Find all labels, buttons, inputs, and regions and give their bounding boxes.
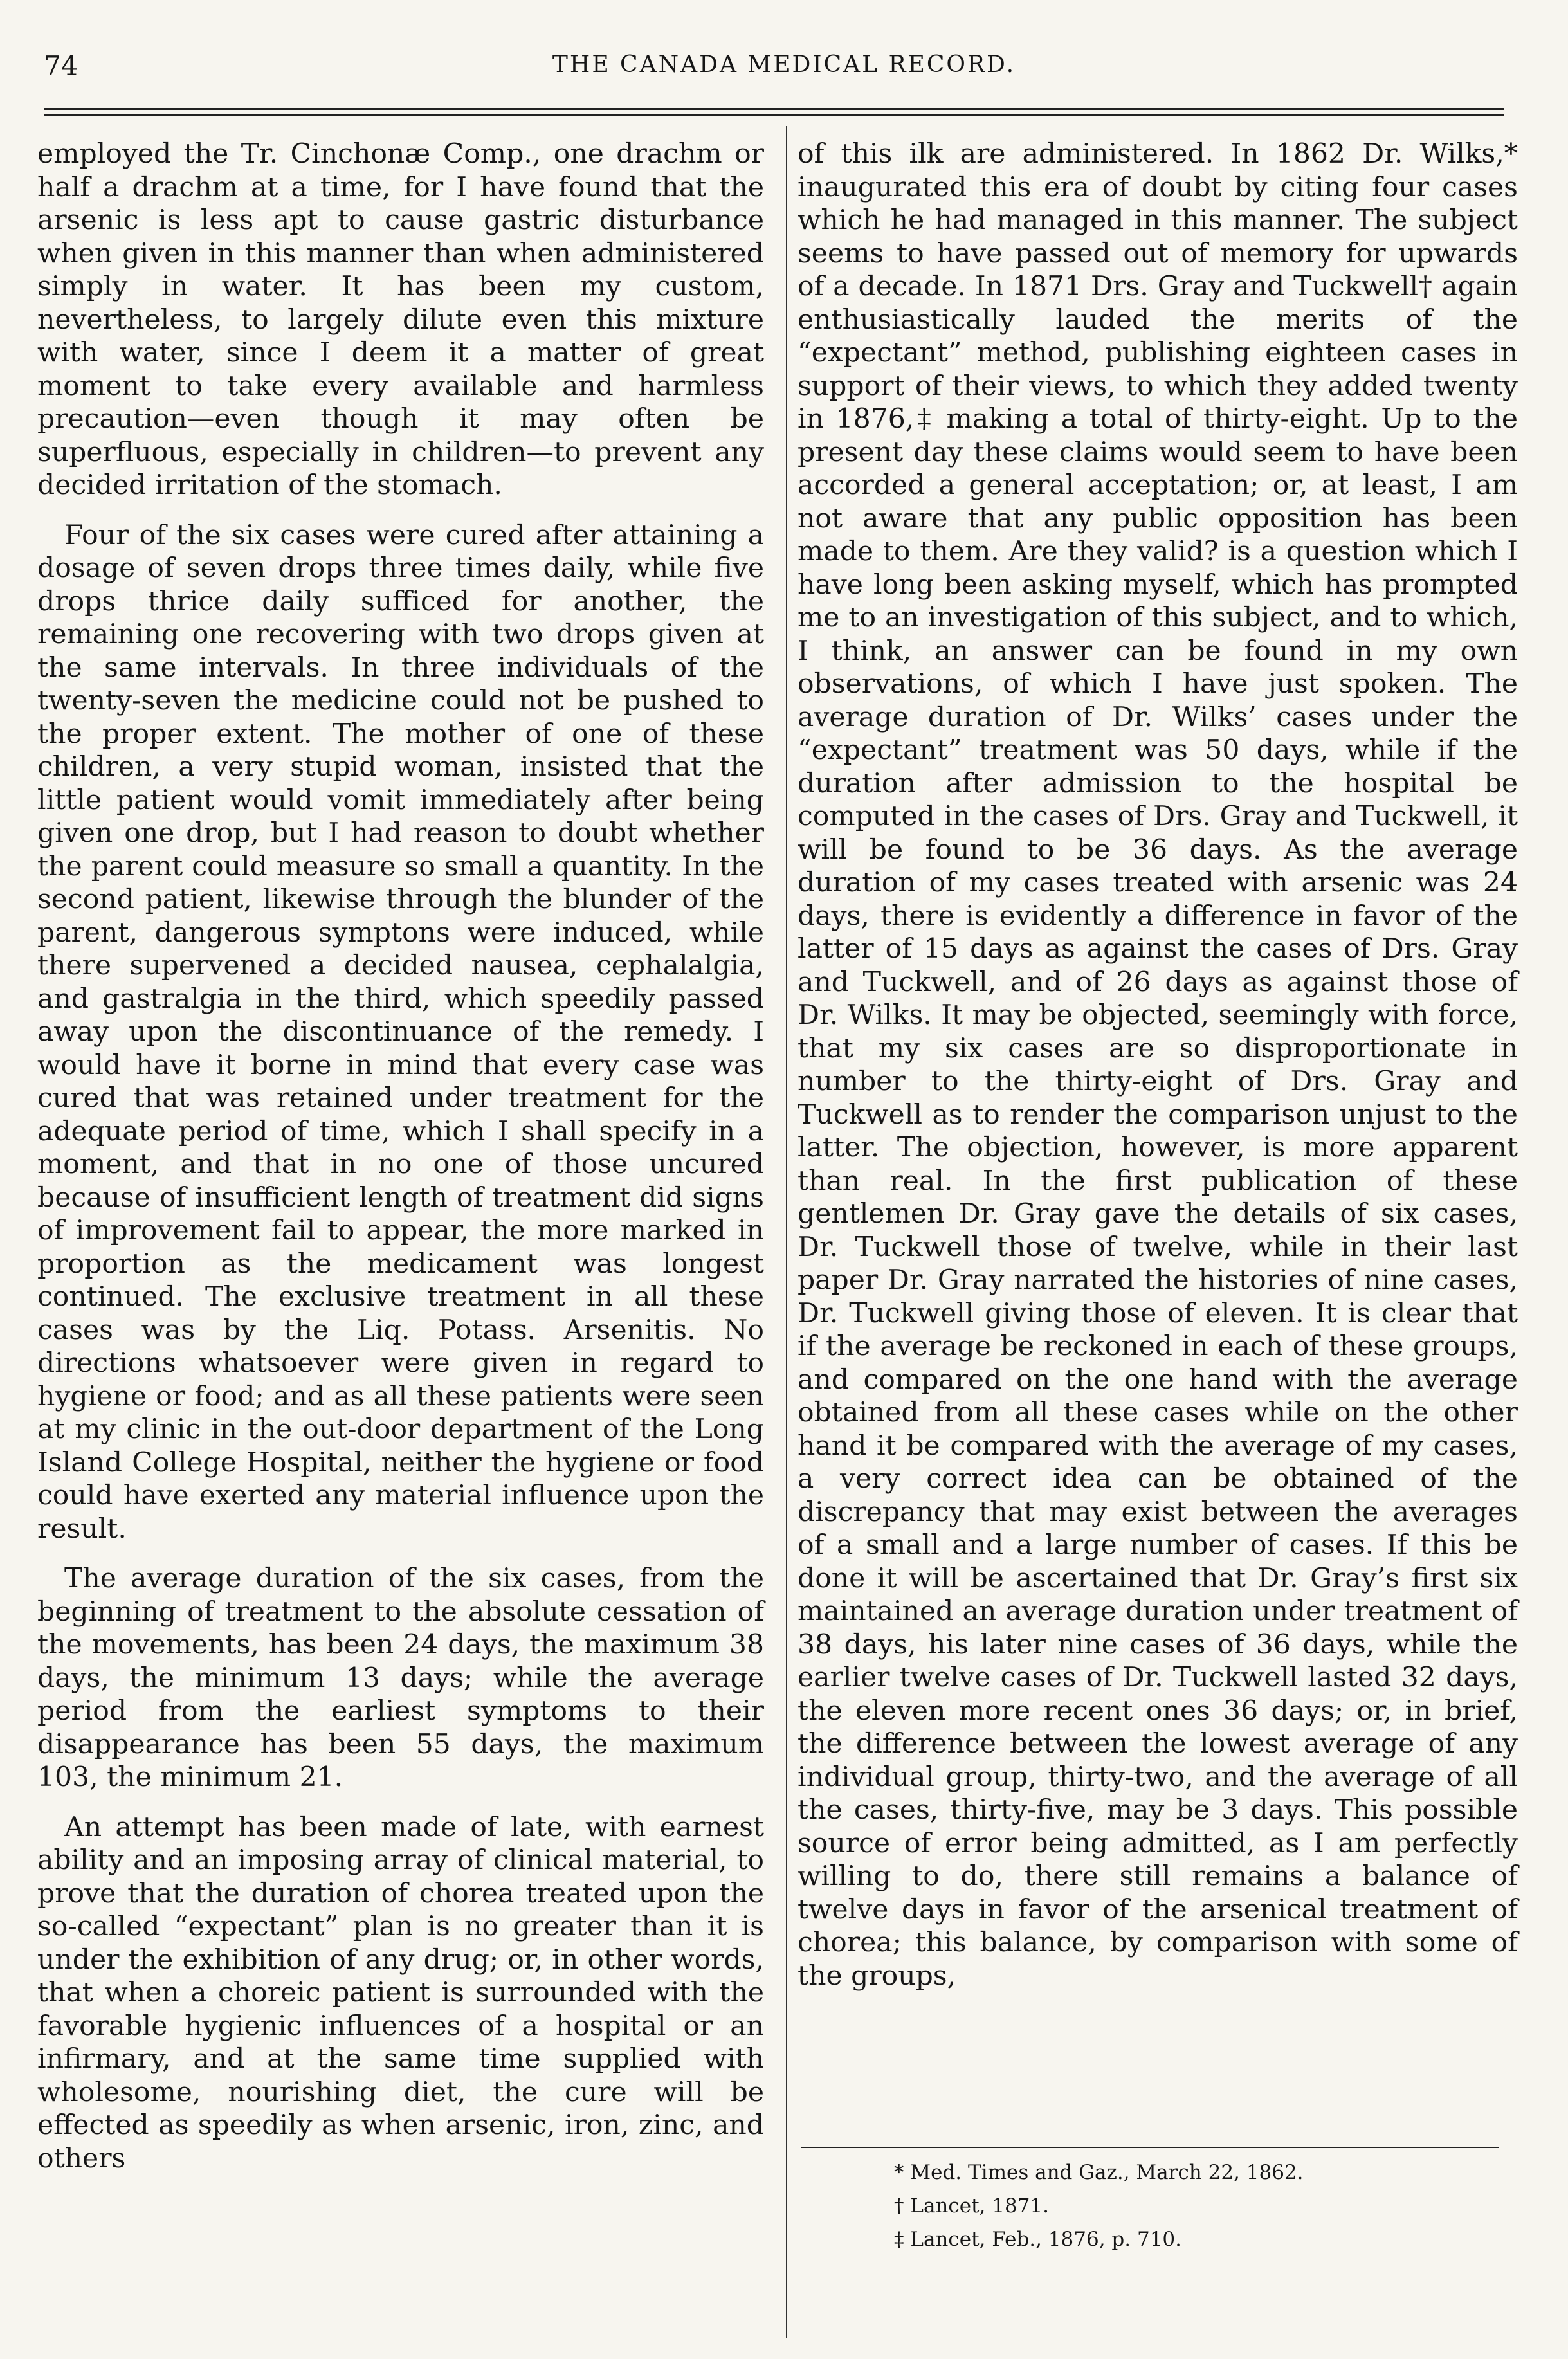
left-paragraph-4: An attempt has been made of late, with earnest ability and an imposing array of clinical material, to prove that the duration of chorea treated upon the so-called “expectant” plan is no greater than it is under the exhibition of any drug; or, in other words, that when a choreic patient is surrounded with the favorable hygienic influences of a hospital or an infirmary, and at the same time supplied with wholesome, nourishing diet, the cure will be effected as speedily as when arsenic, iron, zinc, and others xyxy=(37,1811,764,2174)
footnote-1: * Med. Times and Gaz., March 22, 1862. xyxy=(894,2161,1304,2184)
right-paragraph-1: of this ilk are administered. In 1862 Dr. Wilks,* inaugurated this era of doubt by citing four cases which he had managed in this manner. The subject seems to have passed out of memory for upwards of a decade. In 1871 Drs. Gray and Tuckwell† again enthusiastically lauded the merits of the “expectant” method, publishing eighteen cases in support of their views, to which they added twenty in 1876,‡ making a total of thirty-eight. Up to the present day these claims would seem to have been accorded a general acceptation; or, at least, I am not aware that any public opposition has been made to them. Are they valid? is a question which I have long been asking myself, which has prompted me to an investigation of this subject, and to which, I think, an answer can be found in my own observations, of which I have just spoken. The average duration of Dr. Wilks’ cases under the “expectant” treatment was 50 days, while if the duration after admission to the hospital be computed in the cases of Drs. Gray and Tuckwell, it will be found to be 36 days. As the average duration of my cases treated with arsenic was 24 days, there is evidently a difference in favor of the latter of 15 days as against the cases of Drs. Gray and Tuckwell, and of 26 days as against those of Dr. Wilks. It may be objected, seemingly with force, that my six cases are so disproportionate in number to the thirty-eight of Drs. Gray and Tuckwell as to render the comparison unjust to the latter. The objection, however, is more apparent than real. In the first publication of these gentlemen Dr. Gray gave the details of six cases, Dr. Tuckwell those of twelve, while in their last paper Dr. Gray narrated the histories of nine cases, Dr. Tuckwell giving those of eleven. It is clear that if the average be reckoned in each of these groups, and compared on the one hand with the average obtained from all these cases while on the other hand it be compared with the average of my cases, a very correct idea can be obtained of the discrepancy that may exist between the averages of a small and a large number of cases. If this be done it will be ascertained that Dr. Gray’s first six maintained an average duration under treatment of 38 days, his later nine cases of 36 days, while the earlier twelve cases of Dr. Tuckwell lasted 32 days, the eleven more recent ones 36 days; or, in brief, the difference between the lowest average of any individual group, thirty-two, and the average of all the cases, thirty-five, may be 3 days. This possible source of error being admitted, as I am perfectly willing to do, there still remains a balance of twelve days in favor of the arsenical treatment of chorea; this balance, by comparison with some of the groups, xyxy=(798,138,1518,1992)
left-column xyxy=(37,138,764,2175)
left-paragraph-1: employed the Tr. Cinchonæ Comp., one drachm or half a drachm at a time, for I have found that the arsenic is less apt to cause gastric disturbance when given in this manner than when administered simply in water. It has been my custom, nevertheless, to largely dilute even this mixture with water, since I deem it a matter of great moment to take every available and harmless precaution—even though it may often be superfluous, especially in children—to prevent any decided irritation of the stomach. xyxy=(37,138,764,501)
left-paragraph-3: The average duration of the six cases, from the beginning of treatment to the absolute cessation of the movements, has been 24 days, the maximum 38 days, the minimum 13 days; while the average period from the earliest symptoms to their disappearance has been 55 days, the maximum 103, the minimum 21. xyxy=(37,1563,764,1793)
running-head: THE CANADA MEDICAL RECORD. xyxy=(552,51,1016,78)
column-divider xyxy=(786,126,787,2338)
header-rule-thin xyxy=(44,114,1504,116)
header-rule-thick xyxy=(44,108,1504,110)
footnotes xyxy=(894,2156,1473,2256)
page-number: 74 xyxy=(44,50,78,82)
footnote-2: † Lancet, 1871. xyxy=(894,2194,1050,2218)
footnote-3: ‡ Lancet, Feb., 1876, p. 710. xyxy=(894,2228,1182,2251)
left-paragraph-2: Four of the six cases were cured after attaining a dosage of seven drops three times daily, while five drops thrice daily sufficed for another, the remaining one recovering with two drops given at the same intervals. In three individuals of the twenty-seven the medicine could not be pushed to the proper extent. The mother of one of these children, a very stupid woman, insisted that the little patient would vomit immediately after being given one drop, but I had reason to doubt whether the parent could measure so small a quantity. In the second patient, likewise through the blunder of the parent, dangerous symptons were induced, while there supervened a decided nausea, cephalalgia, and gastralgia in the third, which speedily passed away upon the discontinuance of the remedy. I would have it borne in mind that every case was cured that was retained under treatment for the adequate period of time, which I shall specify in a moment, and that in no one of those uncured because of insufficient length of treatment did signs of improvement fail to appear, the more marked in proportion as the medicament was longest continued. The exclusive treatment in all these cases was by the Liq. Potass. Arsenitis. No directions whatsoever were given in regard to hygiene or food; and as all these patients were seen at my clinic in the out-door department of the Long Island College Hospital, neither the hygiene or food could have exerted any material influence upon the result. xyxy=(37,519,764,1545)
footnote-rule xyxy=(801,2147,1499,2148)
right-column xyxy=(798,138,1518,1992)
